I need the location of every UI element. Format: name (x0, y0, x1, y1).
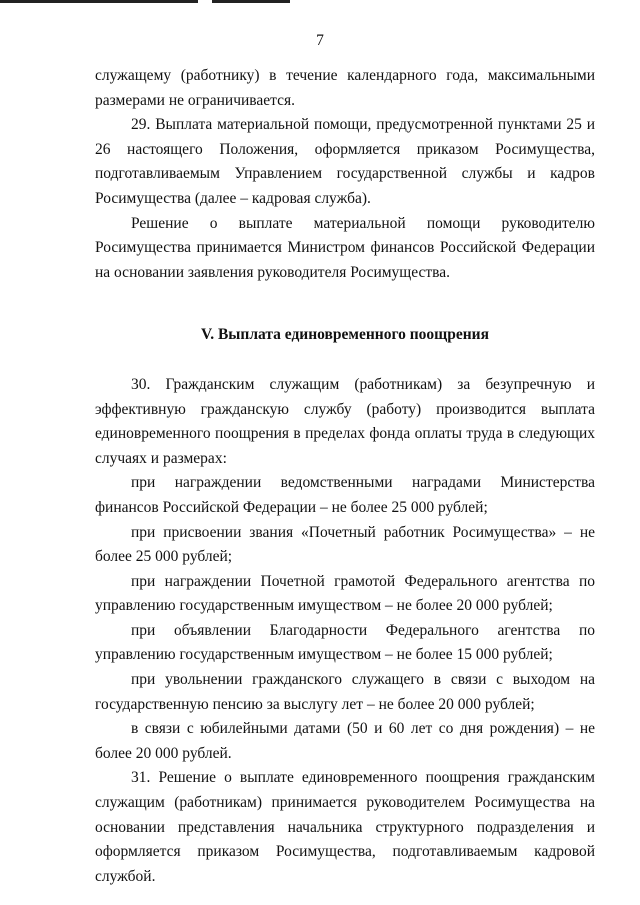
list-item-retirement: при увольнении гражданского служащего в связи с выходом на государственную пенсию за выслугу лет – не более 20 000 рублей; (95, 671, 595, 713)
list-item-gratitude: при объявлении Благодарности Федерального агентства по управлению государственным имуществом – не более 15 000 рублей; (95, 621, 595, 664)
paragraph-head-aid-decision: Решение о выплате материальной помощи руководителю Росимущества принимается Министром финансов Российской Федерации на основании заявления руководителя Росимущества. (95, 214, 595, 281)
paragraph-item-30: 30. Гражданским служащим (работникам) за безупречную и эффективную гражданскую службу (работу) производится выплата единовременного поощрения в пределах фонда оплаты труда в следующих случаях и размерах: (95, 375, 595, 467)
section-heading: V. Выплата единовременного поощрения (201, 326, 489, 344)
list-item-anniversary: в связи с юбилейными датами (50 и 60 лет со дня рождения) – не более 20 000 рублей. (95, 720, 595, 762)
document-body (95, 64, 595, 889)
paragraph-item-29: 29. Выплата материальной помощи, предусмотренной пунктами 25 и 26 настоящего Положения, оформляется приказом Росимущества, подготавливаемым Управлением государственной службы и кадров Росимущества (далее – кадровая служба). (95, 116, 595, 207)
page-number: 7 (316, 32, 324, 49)
list-item-honorary-title: при присвоении звания «Почетный работник Росимущества» – не более 25 000 рублей; (95, 523, 595, 566)
scan-artifact-line (212, 0, 290, 3)
paragraph-continuation: служащему (работнику) в течение календарного года, максимальными размерами не ограничивается. (95, 67, 595, 109)
list-item-certificate: при награждении Почетной грамотой Федерального агентства по управлению государственным имуществом – не более 20 000 рублей; (95, 572, 595, 615)
scan-artifact-line (0, 0, 198, 3)
list-item-ministry-awards: при награждении ведомственными наградами Министерства финансов Российской Федерации – не более 25 000 рублей; (95, 474, 595, 516)
paragraph-item-31: 31. Решение о выплате единовременного поощрения гражданским служащим (работникам) принимается руководителем Росимущества на основании представления начальника структурного подразделения и оформляется приказом Росимущества, подготавливаемым кадровой службой. (95, 769, 595, 885)
